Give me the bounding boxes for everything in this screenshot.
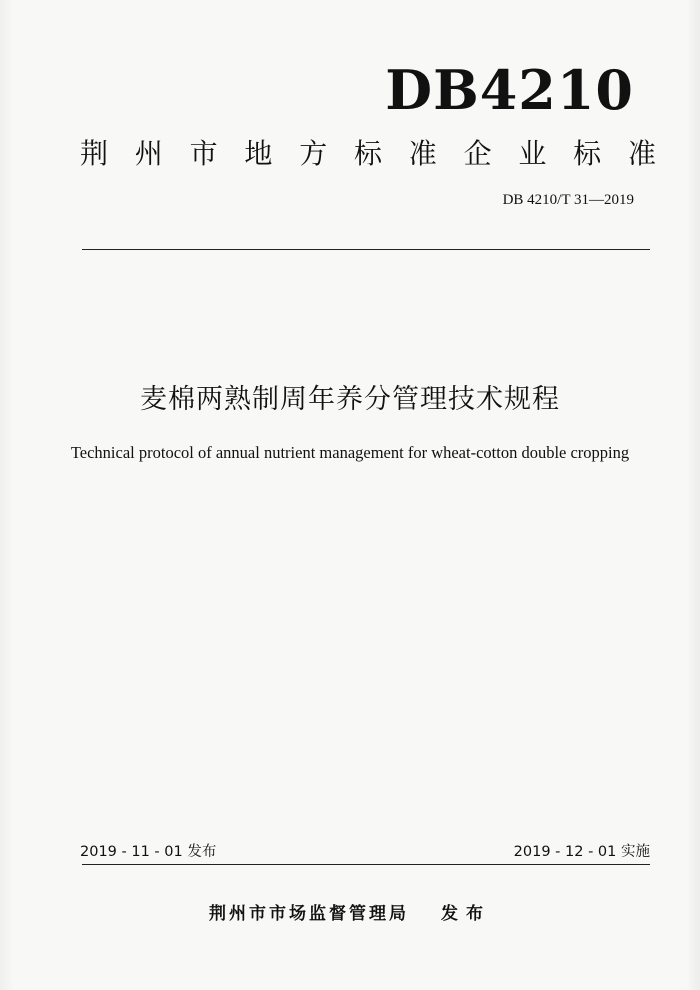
header-divider bbox=[82, 249, 650, 250]
standard-type-char: 标 bbox=[573, 137, 602, 170]
standard-type-char: 准 bbox=[627, 137, 656, 170]
standard-type-char: 准 bbox=[408, 137, 437, 170]
standard-type-char: 标 bbox=[353, 137, 382, 170]
standard-code-mark: DB4210 bbox=[385, 58, 634, 122]
standard-type-char: 市 bbox=[189, 137, 218, 170]
standard-type-char: 州 bbox=[134, 137, 163, 170]
issuer-line bbox=[0, 902, 700, 926]
title-chinese: 麦棉两熟制周年养分管理技术规程 bbox=[140, 384, 560, 415]
standard-type-char: 荆 bbox=[80, 137, 109, 170]
issuer-action: 发布 bbox=[441, 904, 491, 924]
implement-date: 2019 - 12 - 01 实施 bbox=[513, 844, 650, 860]
standard-type-heading bbox=[80, 136, 656, 172]
title-english: Technical protocol of annual nutrient management for wheat-cotton double cropping bbox=[70, 443, 630, 462]
footer-divider bbox=[82, 864, 650, 865]
publish-date: 2019 - 11 - 01 发布 bbox=[80, 844, 217, 860]
date-row bbox=[80, 842, 650, 862]
standard-type-char: 企 bbox=[463, 137, 492, 170]
standard-type-char: 业 bbox=[518, 137, 547, 170]
standard-number: DB 4210/T 31—2019 bbox=[502, 192, 634, 208]
standard-type-char: 方 bbox=[299, 137, 328, 170]
standard-type-char: 地 bbox=[244, 137, 273, 170]
issuer-name: 荆州市市场监督管理局 bbox=[209, 904, 409, 924]
